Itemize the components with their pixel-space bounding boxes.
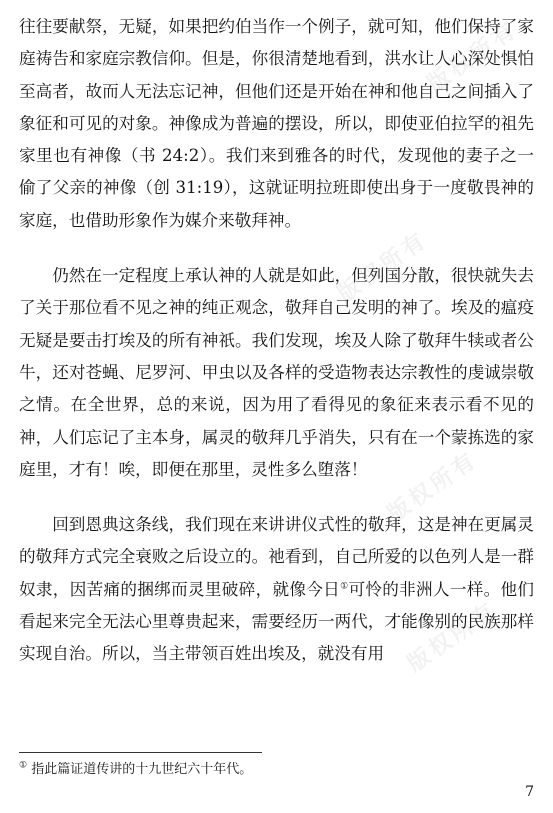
paragraph-3 [19,509,534,670]
footnote-mark: ① [19,760,28,771]
footnote-text: 指此篇证道传讲的十九世纪六十年代。 [31,762,253,777]
watermark: 版权所有 [423,17,523,98]
page-number: 7 [525,784,534,800]
watermark: 版权所有 [383,447,483,528]
paragraph-1: 往往要献祭，无疑，如果把约伯当作一个例子，就可知，他们保持了家庭祷告和家庭宗教信仰。但是，你很清楚地看到，洪水让人心深处惧怕至高者，故而人无法忘记神，但他们还是开始在神和他自己之间插入了象征和可见的对象。神像成为普遍的摆设，所以，即使亚伯拉罕的祖先家里也有神像（书 24:2）。我们来到雅各的时代，发现他的妻子之一偷了父亲的神像（创 31:19），这就证明拉班即使出身于一度敬畏神的家庭，也借助形象作为媒介来敬拜神。 [19,17,534,230]
paragraph-3-text-b: 可怜的非洲人一样。他们看起来完全无法心里尊贵起来，需要经历一两代，才能像别的民族那样实现自治。所以，当主带领百姓出埃及，就没有用 [19,579,535,664]
paragraph-2: 仍然在一定程度上承认神的人就是如此，但列国分散，很快就失去了关于那位看不见之神的纯正观念，敬拜自己发明的神了。埃及的瘟疫无疑是要击打埃及的所有神祇。我们发现，埃及人除了敬拜牛犊或者公牛，还对苍蝇、尼罗河、甲虫以及各样的受造物表达宗教性的虔诚崇敬之情。在全世界，总的来说，因为用了看得见的象征来表示看不见的神，人们忘记了主本身，属灵的敬拜几乎消失，只有在一个蒙拣选的家庭里，才有！唉，即便在那里，灵性多么堕落！ [19,266,534,479]
watermark: 版权所有 [333,227,433,308]
footnote-reference[interactable]: ① [340,581,349,592]
watermark: 版权所有 [403,597,503,678]
footnote-divider [19,752,262,753]
paragraph-3-text-a: 回到恩典这条线，我们现在来讲讲仪式性的敬拜，这是神在更属灵的敬拜方式完全衰败之后设立的。祂看到，自己所爱的以色列人是一群奴隶，因苦痛的捆绑而灵里破碎，就像今日 [19,515,534,599]
footnote [19,761,252,779]
body-text [19,11,534,671]
